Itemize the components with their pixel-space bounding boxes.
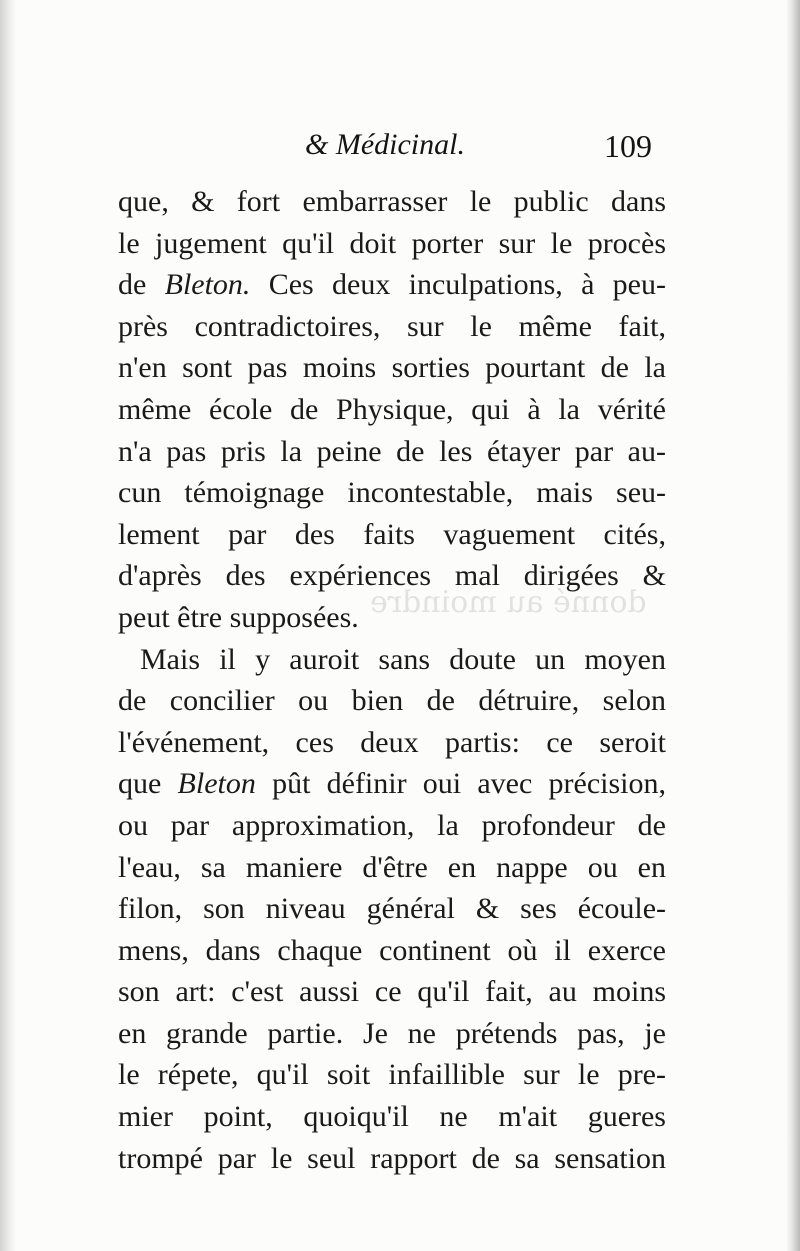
text-line: le répete, qu'il soit infaillible sur le pre- bbox=[118, 1058, 666, 1092]
text-line: Mais il y auroit sans doute un moyen bbox=[140, 642, 666, 676]
italic-name: Bleton. bbox=[164, 268, 251, 302]
text-line: ou par approximation, la profondeur de bbox=[118, 808, 666, 842]
running-title: & Médicinal. bbox=[305, 128, 465, 161]
page-shadow-left bbox=[0, 0, 16, 1251]
running-header bbox=[0, 128, 800, 168]
text-line: le jugement qu'il doit porter sur le procès bbox=[118, 226, 666, 260]
show-through-text: donné au moindre bbox=[370, 585, 647, 620]
text-line: en grande partie. Je ne prétends pas, je bbox=[118, 1016, 666, 1050]
text-segment: Ces deux inculpations, à peu- bbox=[250, 268, 666, 302]
body-text bbox=[118, 181, 666, 1179]
text-line: l'événement, ces deux partis: ce seroit bbox=[118, 725, 666, 759]
text-line: cun témoignage incontestable, mais seu- bbox=[118, 476, 666, 510]
text-line: près contradictoires, sur le même fait, bbox=[118, 309, 666, 343]
text-line: que, & fort embarrasser le public dans bbox=[118, 185, 666, 218]
text-line: peut être supposées. bbox=[118, 600, 359, 634]
text-line: de concilier ou bien de détruire, selon bbox=[118, 684, 666, 718]
text-line: trompé par le seul rapport de sa sensation bbox=[118, 1141, 666, 1175]
text-segment: pût définir oui avec précision, bbox=[255, 767, 666, 801]
text-line: son art: c'est aussi ce qu'il fait, au moins bbox=[118, 975, 666, 1009]
text-line: l'eau, sa maniere d'être en nappe ou en bbox=[118, 850, 666, 884]
text-line: mens, dans chaque continent où il exerce bbox=[118, 933, 666, 967]
italic-name: Bleton bbox=[177, 767, 256, 801]
text-line: d'après des expériences mal dirigées & bbox=[118, 559, 666, 593]
text-line bbox=[118, 264, 666, 306]
text-line: filon, son niveau général & ses écoule- bbox=[118, 892, 666, 926]
text-line: même école de Physique, qui à la vérité bbox=[118, 392, 666, 426]
text-line: n'en sont pas moins sorties pourtant de la bbox=[118, 351, 666, 385]
text-line: n'a pas pris la peine de les étayer par au- bbox=[118, 434, 666, 468]
text-line bbox=[118, 763, 666, 805]
text-segment: de bbox=[118, 268, 165, 302]
text-line: lement par des faits vaguement cités, bbox=[118, 517, 666, 551]
text-segment: que bbox=[118, 767, 178, 801]
page-number: 109 bbox=[604, 128, 652, 164]
text-line: mier point, quoiqu'il ne m'ait gueres bbox=[118, 1100, 666, 1134]
page-shadow-right bbox=[786, 0, 800, 1251]
